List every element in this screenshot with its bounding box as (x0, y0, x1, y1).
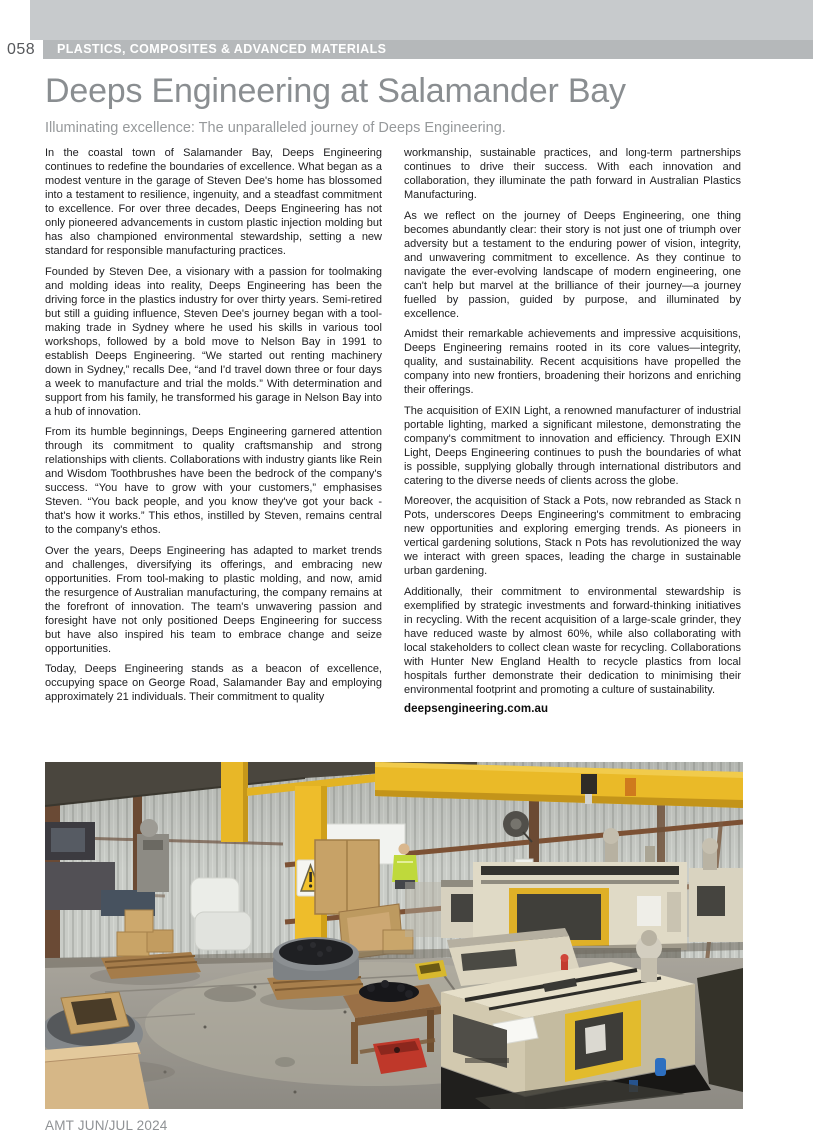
column-1-paragraphs (45, 146, 382, 704)
top-gray-band (30, 0, 813, 40)
paragraph: Over the years, Deeps Engineering has adapted to market trends and challenges, diversifying its offerings, and embracing new opportunities. From tool-making to plastic molding, and now, amid the resurgence of Australian manufacturing, the company remains at the forefront of innovation. The team's unwavering passion and foresight have not only positioned Deeps Engineering for success but have also inspired his team to embrace change and seize opportunities. (45, 544, 382, 655)
column-2 (404, 146, 741, 715)
paragraph: In the coastal town of Salamander Bay, Deeps Engineering continues to redefine the boundaries of excellence. What began as a modest venture in the garage of Steven Dee's home has blossomed into a testament to resilience, ingenuity, and a steadfast commitment to excellence. For over three decades, Deeps Engineering has not only pioneered advancements in custom plastic injection molding but has also championed environmental stewardship, setting a new standard for responsible manufacturing practices. (45, 147, 382, 257)
article-body (45, 146, 741, 715)
factory-photo-illustration (45, 762, 743, 1109)
section-header (43, 40, 813, 59)
section-header-label: PLASTICS, COMPOSITES & ADVANCED MATERIALS (57, 42, 387, 56)
paragraph: As we reflect on the journey of Deeps Engineering, one thing becomes abundantly clear: their story is not just one of triumph over adversity but a testament to the enduring power of vision, integrity, and unwavering commitment to excellence. As they continue to navigate the ever-evolving landscape of modern engineering, one can't help but marvel at the brilliance of their journey—a journey fuelled by passion, guided by purpose, and illuminated by excellence. (404, 209, 741, 320)
factory-photo (45, 762, 743, 1109)
paragraph: The acquisition of EXIN Light, a renowned manufacturer of industrial portable lighting, marked a significant milestone, demonstrating the company's commitment to innovation and efficiency. Through EXIN Light, Deeps Engineering continues to push the boundaries of what is possible, supplying globally through international distributors and catering to the diverse needs of clients across the globe. (404, 404, 741, 487)
page-number: 058 (7, 41, 36, 58)
article-title: Deeps Engineering at Salamander Bay (45, 72, 626, 110)
paragraph: workmanship, sustainable practices, and long-term partnerships continues to drive their success. With each innovation and collaboration, they illuminate the path forward in Australian Plastics Manufacturing. (404, 147, 741, 201)
paragraph: Amidst their remarkable achievements and impressive acquisitions, Deeps Engineering remains rooted in its core values—integrity, quality, and sustainability. Recent acquisitions have propelled the company into new frontiers, broadening their horizons and enriching their offerings. (404, 328, 741, 396)
column-2-paragraphs (404, 146, 741, 697)
paragraph: Moreover, the acquisition of Stack a Pots, now rebranded as Stack n Pots, underscores Deeps Engineering's commitment to embracing new opportunities and exploring emerging trends. As pioneers in vertical gardening solutions, Stack n Pots has revolutionized the way we interact with green spaces, leading the charge in sustainable urban gardening. (404, 495, 741, 577)
column-1 (45, 146, 382, 715)
paragraph: Today, Deeps Engineering stands as a beacon of excellence, occupying space on George Road, Salamander Bay and employing approximately 21 individuals. Their commitment to quality (45, 663, 382, 703)
footer-issue: AMT JUN/JUL 2024 (45, 1118, 168, 1133)
cardboard-box-corner (45, 1042, 149, 1109)
paragraph: From its humble beginnings, Deeps Engineering garnered attention through its commitment to quality craftsmanship and strong relationships with clients. Collaborations with industry giants like Rein and Wisdom Toothbrushes have been the bedrock of the company's success. “You have to grow with your customers,” emphasises Steven. “You back people, and you know they've got your back - that's how it works.” This ethos, instilled by Steven, remains central to the company's ethos. (45, 426, 382, 536)
paragraph: Founded by Steven Dee, a visionary with a passion for toolmaking and molding ideas into reality, Deeps Engineering has been the driving force in the plastics industry for over thirty years. Semi-retired but still a guiding influence, Steven Dee's journey began with a tool-making trade in Sydney where he used his skills in various tool workshops, followed by a bold move to Nelson Bay in 1991 to establish Deeps Engineering. “We started out renting machinery down in Sydney,” recalls Dee, “and I'd travel down three or four days a week to manufacture and trial the molds.” With determination and support from his family, he transformed his garage in Nelson Bay into a hub of innovation. (45, 265, 382, 418)
website-url: deepsengineering.com.au (404, 703, 549, 715)
paragraph: Additionally, their commitment to environmental stewardship is exemplified by strategic investments and forward-thinking initiatives in recycling. With the recent acquisition of a large-scale grinder, they have reduced waste by almost 60%, while also collaborating with local stakeholders to collect clean waste for recycling. Collaborations with Hunter New England Health to recycle plastics from local hospitals further demonstrate their dedication to minimising their environmental footprint and promoting a culture of sustainability. (404, 585, 741, 696)
article-subtitle: Illuminating excellence: The unparalleled journey of Deeps Engineering. (45, 120, 506, 136)
